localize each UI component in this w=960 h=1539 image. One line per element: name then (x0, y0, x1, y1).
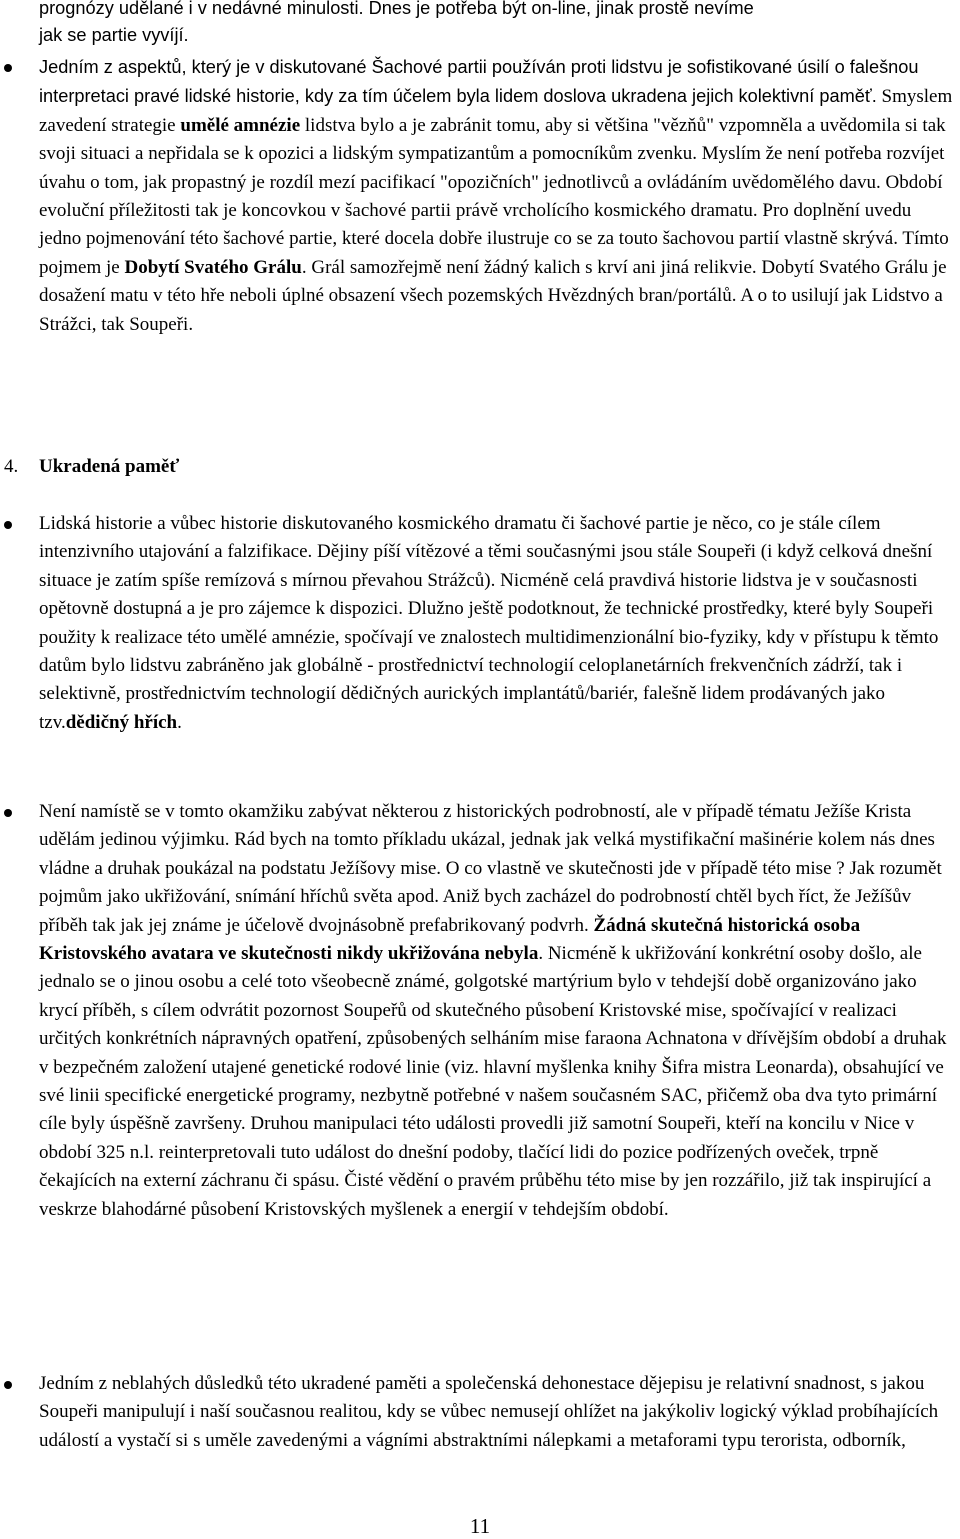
bullet-marker (4, 1381, 12, 1389)
intro-paragraph (39, 0, 954, 49)
section-title: Ukradená paměť (39, 456, 180, 477)
page-number: 11 (469, 1514, 491, 1538)
bullet-text-run: . Nicméně k ukřižování konkrétní osoby došlo, ale jednalo se o jinou osobu a celé toto všeobecně známé, golgotské martýrium bylo v tehdejší době organizováno jako krycí příběh, s cílem odvrátit pozornost Soupeřů od skutečného působení Kristovské mise, spočívající v realizaci určitých konkrétních nápravných opatření, způsobených selháním mise faraona Achnatona v dřívějším období a druhak v bezpečném založení utajené genetické rodové linie (viz. hlavní myšlenka knihy Šifra mistra Leonarda), obsahující ve své linii specifické energetické programy, nezbytně potřebné v našem současném SAC, přičemž oba dva tyto primární cíle byly úspěšně završeny. Druhou manipulaci této události provedli již samotní Soupeři, kteří na koncilu v Nice v období 325 n.l. reinterpretovali tuto událost do dnešní podoby, tlačící lidi do pozice podřízených oveček, trpně čekajících na externí záchranu či spásu. Čisté vědění o pravém průběhu této mise by jen rozzářilo, již tak inspirující a veskrze blahodárné působení Kristovských myšlenek a energií v tehdejším období. (39, 943, 947, 1220)
bullet-text-run: Není namístě se v tomto okamžiku zabývat některou z historických podrobností, ale v případě tématu Ježíše Krista udělám jedinou výjimku. Rád bych na tomto příkladu ukázal, jednak jak velká mystifikační mašinérie kolem nás dnes vládne a druhak poukázal na podstatu Ježíšovy mise. O co vlastně ve skutečnosti jde v případě této mise ? Jak rozumět pojmům jako ukřižování, snímání hříchů světa apod. Aniž bych zacházel do podrobností chtěl bych říct, že Ježíšův příběh tak jak jej známe je účelově dvojnásobně prefabrikovaný podvrh. (39, 801, 942, 936)
bullet-text-run: lidstva bylo a je zabránit tomu, aby si většina "vězňů" vzpomněla a uvědomila si tak svoji situaci a nepřidala se k opozici a lidským sympatizantům a pomocníkům zvenku. Myslím že není potřeba rozvíjet úvahu o tom, jak propastný je rozdíl mezí pacifikací "opozičních" jednotlivců a ovládáním uvědomělého davu. Období evoluční příležitosti tak je koncovkou v šachové partii právě vrcholícího kosmického dramatu. Pro doplnění uvedu jedno pojmenování této šachové partie, které docela dobře ilustruje co se za touto šachovou partií vlastně skrývá. Tímto pojmem je (39, 114, 949, 278)
bullet-text-run: . (177, 711, 182, 733)
section-heading (4, 453, 179, 481)
intro-line-2: jak se partie vyvíjí. (39, 25, 189, 45)
bullet-marker (4, 809, 12, 817)
section-number: 4. (4, 456, 19, 477)
bold-term-sin: dědičný hřích (65, 711, 178, 733)
bullet-marker (4, 64, 12, 72)
bullet-text: Jedním z neblahých důsledků této ukradené paměti a společenská dehonestace dějepisu je relativní snadnost, s jakou Soupeři manipulují i naší současnou realitou, kdy se vůbec nemusejí ohlížet na jakýkoliv logický výklad probíhajících událostí a vystačí si s uměle zavedenými a vágními abstraktními nálepkami a metaforami typu terorista, odborník, (39, 1373, 939, 1451)
bullet-text-run: Lidská historie a vůbec historie diskutovaného kosmického dramatu či šachové partie je něco, co je stále cílem intenzivního utajování a falzifikace. Dějiny píší vítězové a těmi současnými jsou stále Soupeři (i když celková dnešní situace je zatím spíše remízová s mírnou převahou Strážců). Nicméně celá pravdivá historie lidstva je v současnosti opětovně dostupná a je pro zájemce k dispozici. Dlužno ještě podotknout, že technické prostředky, které byly Soupeři použity k realizace této umělé amnézie, spočívají ve znalostech multidimenzionální bio-fyziky, kdy v přístupu k těmto datům bylo lidstvu zabráněno jak globálně - prostřednictví technologií celoplanetárních frekvenčních zádrží, tak i selektivně, prostřednictvím technologií dědičných aurických implantátů/bariér, falešně lidem prodávaných jako tzv. (39, 513, 939, 733)
bullet-text (39, 798, 954, 1224)
bullet-text (39, 510, 954, 737)
bullet-text-run: Smyslem zavedení strategie (39, 86, 953, 136)
bullet-marker (4, 521, 12, 529)
bold-statement: Žádná skutečná historická osoba Kristovského avatara ve skutečnosti nikdy ukřižována nebyla (39, 914, 861, 965)
bold-term-grail: Dobytí Svatého Grálu (124, 256, 302, 278)
bullet-sans-text: Jedním z aspektů, který je v diskutované Šachové partii používán proti lidstvu je sofistikované úsilí o falešnou interpretaci pravé lidské historie, kdy za tím účelem byla lidem doslova ukradena jejich kolektivní paměť. (39, 57, 919, 107)
bullet-text-run: . Grál samozřejmě není žádný kalich s krví ani jiná relikvie. Dobytí Svatého Grálu je dosažení matu v této hře neboli úplné obsazení všech pozemských Hvězdných bran/portálů. A o to usilují jak Lidstvo a Strážci, tak Soupeři. (39, 256, 947, 335)
bullet-text (39, 53, 957, 339)
bold-term-amnesia: umělé amnézie (180, 114, 301, 136)
intro-line-1: prognózy udělané i v nedávné minulosti. Dnes je potřeba být on-line, jinak prostě nevíme (39, 0, 754, 18)
